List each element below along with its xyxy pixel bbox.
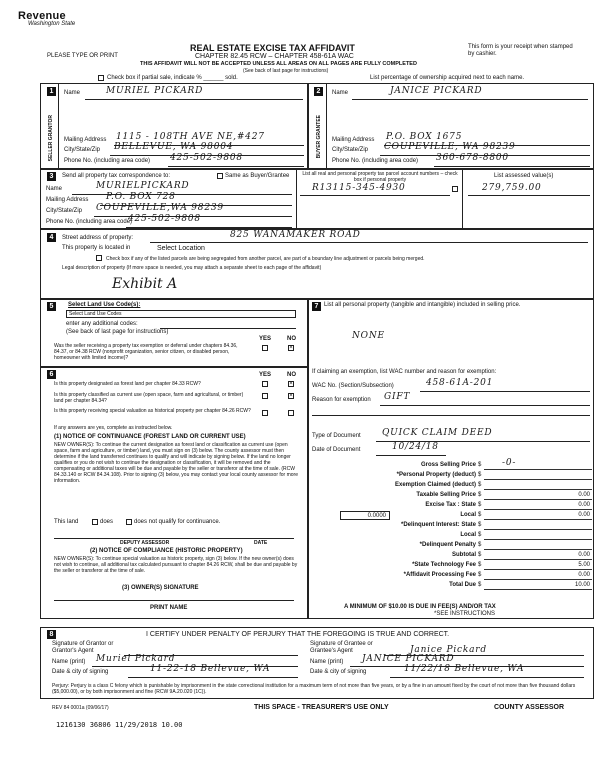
current-use-yes-checkbox[interactable] <box>262 393 268 399</box>
fee-dollar: $ <box>478 462 482 468</box>
section-4-number: 4 <box>47 233 56 242</box>
document-date-label: Date of Document <box>312 447 361 453</box>
form-revision: REV 84 0001a (09/06/17) <box>52 705 109 711</box>
local-rate-box[interactable]: 0.0000 <box>340 511 390 520</box>
s6-yes-label: YES <box>259 372 272 378</box>
see-back-note: (See back of last page for instructions) <box>243 68 329 74</box>
this-land-label: This land <box>54 519 79 525</box>
notice-continuance-title: (1) NOTICE OF CONTINUANCE (FOREST LAND OR CURRENT USE) <box>54 434 246 440</box>
buyer-phone-value[interactable]: 360-678-8800 <box>436 153 509 163</box>
personal-property-value[interactable]: NONE <box>352 331 385 341</box>
document-type-value[interactable]: QUICK CLAIM DEED <box>382 428 493 438</box>
print-name-label: PRINT NAME <box>150 605 188 611</box>
fee-value[interactable]: 0.00 <box>578 572 590 578</box>
fee-row <box>316 562 594 570</box>
deputy-date-label: DATE <box>254 540 268 546</box>
exemption-reason-value[interactable]: GIFT <box>384 392 411 402</box>
s3-address-value[interactable]: P.O. BOX 728 <box>106 192 176 202</box>
document-date-value[interactable]: 10/24/18 <box>392 442 439 452</box>
partial-sale-checkbox[interactable] <box>98 75 104 81</box>
location-label: This property is located in <box>62 245 131 251</box>
historic-question: Is this property receiving special valuation as historical property per chapter 84.26 RCW? <box>54 408 251 414</box>
if-any-yes: If any answers are yes, complete as instructed below. <box>54 425 173 431</box>
notice-compliance-text: NEW OWNER(S): To continue special valuation as historic property, sign (3) below. If the new owner(s) does not wish to continue, all additional tax calculated pursuant to chapter 84.26 RCW, shall be due and payable by the seller or transferor at the time of sale. <box>54 556 298 574</box>
parcel-number[interactable]: R13115-345-4930 <box>312 183 406 193</box>
fee-row <box>316 532 594 540</box>
wac-label: WAC No. (Section/Subsection) <box>312 383 394 389</box>
personal-property-label: List all personal property (tangible and intangible) included in selling price. <box>324 302 521 308</box>
seller-name-value[interactable]: MURIEL PICKARD <box>106 86 204 96</box>
fee-row <box>316 552 594 560</box>
wac-intro: If claiming an exemption, list WAC number and reason for exemption: <box>312 369 497 375</box>
seller-city-value[interactable]: BELLEVUE, WA 98004 <box>114 142 234 152</box>
grantee-signature-label: Signature of Grantee or Grantee's Agent <box>310 641 373 654</box>
fee-label: Gross Selling Price <box>420 462 476 468</box>
see-instructions-note: *SEE INSTRUCTIONS <box>434 611 496 617</box>
receipt-note: This form is your receipt when stamped by cashier. <box>468 44 573 57</box>
grantee-date-label: Date & city of signing <box>310 669 367 675</box>
section-3-number: 3 <box>47 172 56 181</box>
s6-no-label: NO <box>287 372 296 378</box>
form-title: REAL ESTATE EXCISE TAX AFFIDAVIT <box>190 43 355 53</box>
s3-name-value[interactable]: MURIELPICKARD <box>96 181 190 191</box>
s3-phone-label: Phone No. (including area code) <box>46 219 133 225</box>
legal-value[interactable]: Exhibit A <box>112 276 178 292</box>
exemption-no-checkbox[interactable]: × <box>289 345 293 351</box>
treasurer-use-label: THIS SPACE - TREASURER'S USE ONLY <box>254 704 389 711</box>
certify-statement: I CERTIFY UNDER PENALTY OF PERJURY THAT THE FOREGOING IS TRUE AND CORRECT. <box>146 631 450 638</box>
fee-row <box>316 482 594 490</box>
notice-compliance-title: (2) NOTICE OF COMPLIANCE (HISTORIC PROPERTY) <box>90 548 243 554</box>
land-use-title: Select Land Use Code(s): <box>68 302 141 308</box>
fee-label: Excise Tax : State <box>425 502 476 508</box>
street-label: Street address of property: <box>62 235 134 241</box>
fee-label: *Personal Property (deduct) <box>396 472 476 478</box>
fee-label: *Affidavit Processing Fee <box>403 572 476 578</box>
fee-dollar: $ <box>478 582 482 588</box>
seller-address-label: Mailing Address <box>64 137 107 143</box>
fee-row <box>316 582 594 590</box>
same-as-buyer-label: Same as Buyer/Grantee <box>225 173 290 179</box>
fee-row <box>316 572 594 580</box>
grantor-name-value[interactable]: Muriel Pickard <box>96 654 176 664</box>
historic-yes-checkbox[interactable] <box>262 410 268 416</box>
grantee-date-value[interactable]: 11/22/18 Bellevue, WA <box>404 664 525 674</box>
fee-label: Exemption Claimed (deduct) <box>394 482 476 488</box>
fee-value[interactable]: -0- <box>502 458 517 468</box>
seller-phone-value[interactable]: 425-502-9808 <box>170 153 243 163</box>
s3-city-value[interactable]: COUPEVILLE,WA 98239 <box>96 203 224 213</box>
buyer-phone-label: Phone No. (including area code) <box>332 158 419 164</box>
logo-main: Revenue <box>18 10 66 22</box>
deputy-assessor-label: DEPUTY ASSESSOR <box>120 540 170 546</box>
fee-dollar: $ <box>478 562 482 568</box>
s3-phone-value[interactable]: 425-502-9808 <box>128 214 201 224</box>
exemption-yes-checkbox[interactable] <box>262 345 268 351</box>
parcel-header: List all real and personal property tax parcel account numbers – check box if personal property <box>302 171 458 183</box>
fee-value[interactable]: 0.00 <box>578 502 590 508</box>
grantor-date-value[interactable]: 11-22-18 Bellevue, WA <box>150 664 271 674</box>
section-5-number: 5 <box>47 302 56 311</box>
buyer-city-value[interactable]: COUPEVILLE, WA 98239 <box>384 142 516 152</box>
exemption-question: Was the seller receiving a property tax exemption or deferral under chapters 84.36, 84.37, or 84.38 RCW (nonprofit organization, senior citizen, or disabled person, homeowner with limited income)? <box>54 343 238 361</box>
fee-value[interactable]: 0.00 <box>578 512 590 518</box>
partial-sale-label: Check box if partial sale, indicate % ______ sold. <box>107 75 238 81</box>
fee-dollar: $ <box>478 552 482 558</box>
fee-value[interactable]: 0.00 <box>578 552 590 558</box>
fee-dollar: $ <box>478 512 482 518</box>
section-8-number: 8 <box>47 630 56 639</box>
s5-see-back: (See back of last page for instructions) <box>66 329 169 335</box>
s3-address-label: Mailing Address <box>46 197 89 203</box>
fee-label: *Delinquent Penalty <box>419 542 476 548</box>
treasurer-stamp: 1216130 36806 11/29/2018 10.00 <box>56 721 183 729</box>
does-label: does <box>100 519 114 525</box>
does-checkbox[interactable] <box>92 519 98 525</box>
street-value[interactable]: 825 WANAMAKER ROAD <box>230 230 361 240</box>
buyer-name-value[interactable]: JANICE PICKARD <box>390 86 483 96</box>
dor-logo <box>18 10 75 27</box>
seller-side-label: SELLER GRANTOR <box>48 115 54 162</box>
forest-no-checkbox[interactable]: × <box>289 381 293 387</box>
does-not-checkbox[interactable] <box>126 519 132 525</box>
historic-no-checkbox[interactable] <box>288 410 294 416</box>
fee-row <box>316 458 594 470</box>
seller-address-value[interactable]: 1115 - 108TH AVE NE,#427 <box>116 132 265 142</box>
document-type-label: Type of Document <box>312 433 361 439</box>
section-7 <box>308 299 594 619</box>
grantor-signature-label: Signature of Grantor or Grantor's Agent <box>52 641 114 654</box>
enter-codes-label: enter any additional codes: <box>66 321 138 327</box>
fee-value[interactable]: 10.00 <box>574 582 590 588</box>
buyer-name-label: Name <box>332 90 349 96</box>
forest-land-question: Is this property designated as forest land per chapter 84.33 RCW? <box>54 381 201 387</box>
fee-row <box>316 522 594 530</box>
buyer-side-label: BUYER GRANTEE <box>316 115 322 159</box>
s3-city-label: City/State/Zip <box>46 208 83 214</box>
ownership-note: List percentage of ownership acquired next to each name. <box>370 75 525 81</box>
segregated-label: Check box if any of the listed parcels are being segregated from another parcel, are part of a boundary line adjustment or parcels being merged. <box>106 256 425 262</box>
grantor-date-label: Date & city of signing <box>52 669 109 675</box>
grantor-name-label: Name (print) <box>52 659 86 665</box>
grantee-signature-value[interactable]: Janice Pickard <box>410 645 487 655</box>
exemption-reason-label: Reason for exemption <box>312 397 371 403</box>
fee-dollar: $ <box>478 492 482 498</box>
fee-row <box>316 512 594 520</box>
same-as-buyer-checkbox[interactable] <box>217 173 223 179</box>
fee-label: Total Due <box>449 582 476 588</box>
assessed-value[interactable]: 279,759.00 <box>482 183 542 193</box>
seller-phone-label: Phone No. (including area code) <box>64 158 151 164</box>
section-6-number: 6 <box>47 370 56 379</box>
current-use-no-checkbox[interactable]: × <box>289 393 293 399</box>
grantee-name-label: Name (print) <box>310 659 344 665</box>
fee-row <box>316 542 594 550</box>
wac-value[interactable]: 458-61A-201 <box>426 378 494 388</box>
fee-dollar: $ <box>478 532 482 538</box>
fee-label: Subtotal <box>452 552 476 558</box>
buyer-address-label: Mailing Address <box>332 137 375 143</box>
fee-dollar: $ <box>478 502 482 508</box>
buyer-address-value[interactable]: P.O. BOX 1675 <box>386 132 463 142</box>
fee-dollar: $ <box>478 522 482 528</box>
segregated-checkbox[interactable] <box>96 255 102 261</box>
fee-row <box>316 472 594 480</box>
notice-continuance-text: NEW OWNER(S): To continue the current designation as forest land or classification as current use (open space, farm and agriculture, or timber) land, you must sign on (3) below. The county assessor must then determine if the land transferred continues to qualify and will indicate by signing below. If the land no longer qualifies or you do not wish to continue the designation or classification, it will be removed and the compensating or additional taxes will be due and payable by the seller or transferor at the time of sale. (RCW 84.33.140 or RCW 84.34.108). Prior to signing (3) below, you may contact your local county assessor for more information. <box>54 442 299 484</box>
fee-label: *State Technology Fee <box>412 562 476 568</box>
fee-label: *Delinquent Interest: State <box>400 522 476 528</box>
s5-yes-label: YES <box>259 336 272 342</box>
section-6 <box>40 367 308 619</box>
fee-dollar: $ <box>478 472 482 478</box>
fee-dollar: $ <box>478 542 482 548</box>
seller-name-label: Name <box>64 90 81 96</box>
fee-value[interactable]: 5.00 <box>578 562 590 568</box>
logo-sub: Washington State <box>28 21 76 27</box>
fee-label: Taxable Selling Price <box>416 492 476 498</box>
fee-label: Local <box>460 532 476 538</box>
form-rcw: CHAPTER 82.45 RCW – CHAPTER 458-61A WAC <box>195 53 354 60</box>
fee-label: Local <box>460 512 476 518</box>
section-2-number: 2 <box>314 87 323 96</box>
s5-no-label: NO <box>287 336 296 342</box>
section-7-number: 7 <box>312 302 321 311</box>
print-note: PLEASE TYPE OR PRINT <box>47 53 118 59</box>
fee-value[interactable]: 0.00 <box>578 492 590 498</box>
seller-city-label: City/State/Zip <box>64 147 101 153</box>
owner-signature-label: (3) OWNER(S) SIGNATURE <box>122 585 199 591</box>
section-1-number: 1 <box>47 87 56 96</box>
fee-row <box>316 502 594 510</box>
does-not-label: does not qualify for continuance. <box>134 519 221 525</box>
send-correspondence-label: Send all property tax correspondence to: <box>62 173 171 179</box>
grantee-name-value[interactable]: JANICE PICKARD <box>362 654 455 664</box>
current-use-question: Is this property classified as current use (open space, farm and agricultural, or timber) land per chapter 84.34? <box>54 392 244 404</box>
forest-yes-checkbox[interactable] <box>262 381 268 387</box>
minimum-fee-note: A MINIMUM OF $10.00 IS DUE IN FEE(S) AND/OR TAX <box>344 604 496 610</box>
perjury-notice: Perjury: Perjury is a class C felony which is punishable by imprisonment in the state correctional institution for a maximum term of not more than five years, or by a fine in an amount fixed by the court of not more than five thousand dollars ($5,000.00), or by both imprisonment and fine (RCW 9A.20.020 (1C)). <box>52 683 576 695</box>
personal-property-checkbox[interactable] <box>452 186 458 192</box>
fee-dollar: $ <box>478 482 482 488</box>
land-use-select-text: Select Land Use Codes <box>69 311 122 317</box>
location-select[interactable]: Select Location <box>157 245 205 252</box>
s3-name-label: Name <box>46 186 63 192</box>
fee-dollar: $ <box>478 572 482 578</box>
buyer-city-label: City/State/Zip <box>332 147 369 153</box>
form-warning: THIS AFFIDAVIT WILL NOT BE ACCEPTED UNLESS ALL AREAS ON ALL PAGES ARE FULLY COMPLETED <box>140 61 417 67</box>
legal-label: Legal description of property (If more space is needed, you may attach a separate sheet to each page of the affidavit) <box>62 265 322 271</box>
fee-row <box>316 492 594 500</box>
assessed-header: List assessed value(s) <box>494 173 554 179</box>
county-assessor-label: COUNTY ASSESSOR <box>494 704 565 711</box>
